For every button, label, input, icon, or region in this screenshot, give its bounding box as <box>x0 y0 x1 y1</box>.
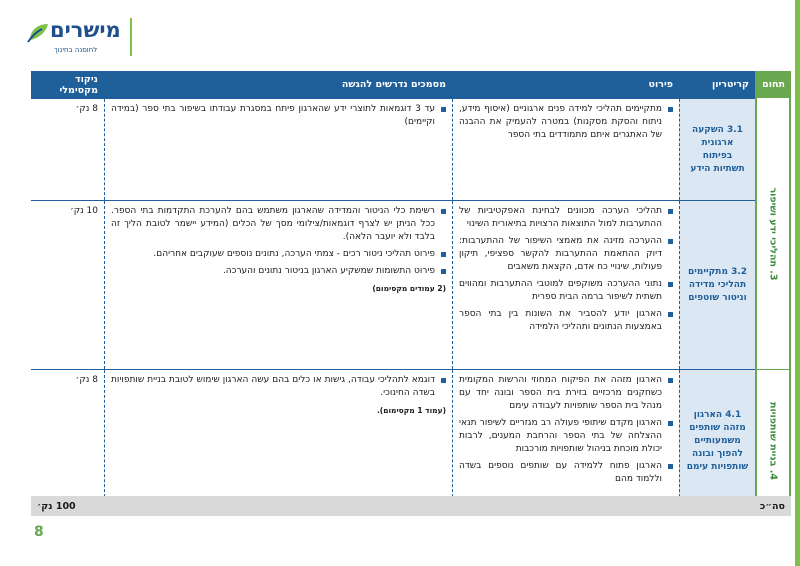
table-header <box>31 71 791 98</box>
header-score: ניקוד מקסימלי <box>59 73 98 96</box>
domain-cell-partnerships <box>755 369 791 512</box>
documents-cell <box>104 99 452 200</box>
details-cell <box>452 201 679 369</box>
header-details: פירוט <box>648 79 673 90</box>
details-item: מתקיימים תהליכי למידה פנים ארגוניים (איסוף מידע, ניתוח והסקת מסקנות) במטרה להעמיק את ההבנה של האתגרים איתם מתמודדים בתי הספר <box>459 103 673 142</box>
details-item: הארגון מזהה את הפיקוח המחוזי והרשות המקומית כשחקנים מרכזיים בזירת בית הספר ובונה יחד עם מנהל בית הספר שותפויות לעבודה עימם <box>459 374 673 413</box>
documents-item: רשימת כלי הניטור והמדידה שהארגון משתמש בהם להערכת התקדמות בתי הספר. ככל הניתן יש לצרף דוגמאות/צילומי מסך של הכלים (המידע יישמר לטובת הליך זה בלבד ולא יועבר הלאה). <box>111 205 446 244</box>
total-score: 100 נק׳ <box>37 500 76 512</box>
details-cell <box>452 99 679 200</box>
page-limit-note: (עמוד 1 מקסימום). <box>376 406 446 415</box>
total-label: סה״כ <box>759 500 785 512</box>
logo-wordmark: מישרים <box>50 18 121 42</box>
criterion-cell: 4.1 הארגון מזהה שותפים משמעותיים להפוך ובונה שותפויות עימם <box>679 370 755 512</box>
criterion-cell: 3.2 מתקיימים תהליכי מדידה וניטור שוטפים <box>679 201 755 369</box>
header-documents: מסמכים נדרשים להגשה <box>341 79 446 90</box>
documents-item: עד 3 דוגמאות לתוצרי ידע שהארגון פיתח במסגרת עבודתו בשיפור בתי ספר (במידה וקיימים) <box>111 103 446 129</box>
details-item: תהליכי הערכה מכוונים לבחינת האפקטיביות של ההתערבות למול התוצאות הרצויות בתיאורית השינוי <box>459 205 673 231</box>
domain-label: 4. בניית שותפויות <box>767 401 779 481</box>
header-criterion: קריטריון <box>711 79 749 90</box>
documents-cell <box>104 370 452 512</box>
domain-cell-knowledge <box>755 98 791 369</box>
page-limit-note: (2 עמודים מקסימום) <box>372 284 446 293</box>
domain-label: 3. תהליכי ידע ושיפור <box>767 186 779 281</box>
details-item: נתוני ההערכה משוקפים למוטבי ההתערבות ומהווים תשתית לשיפור ברמה הבית ספרית <box>459 278 673 304</box>
score-cell: 10 נק׳ <box>69 206 98 216</box>
documents-item: דוגמא לתהליכי עבודה, גישות או כלים בהם עשה הארגון שימוש לטובת בניית שותפויות בשדה החינוכי. <box>111 374 446 400</box>
table-body <box>31 98 791 512</box>
criterion-cell: 3.1 השקעה ארגונית בפיתוח תשתיות הידע <box>679 99 755 200</box>
total-row <box>31 496 791 516</box>
logo-tagline: לחוסנה בחינוך <box>54 46 98 54</box>
documents-item: פירוט תהליכי ניטור רכים - צמתי הערכה, נתונים נוספים שעוקבים אחריהם. <box>111 248 446 261</box>
logo-leaf-icon <box>26 20 50 44</box>
table-row <box>31 98 755 200</box>
table-row <box>31 200 755 369</box>
header-domain: תחום <box>755 71 791 98</box>
details-item: ההערכה מזינה את מאמצי השיפור של ההתערבות: דיוק ההתאמת ההתערבות להקשר ספציפי, תיקון פעולות, שינויי כח אדם, הקצאת משאבים <box>459 235 673 274</box>
documents-item: פירוט התשומות שמשקיע הארגון בניטור נתונים והערכה. <box>111 265 446 278</box>
table-row <box>31 369 755 512</box>
misharim-logo <box>26 14 126 58</box>
details-cell <box>452 370 679 512</box>
criteria-table <box>31 71 791 512</box>
score-cell: 8 נק׳ <box>75 104 98 114</box>
page-number: 8 <box>34 524 44 540</box>
details-item: הארגון יודע להסביר את השונות בין בתי הספר באמצעות הנתונים ותהליכי הלמידה <box>459 308 673 334</box>
score-cell: 8 נק׳ <box>75 375 98 385</box>
details-item: הארגון פתוח ללמידה עם שותפים נוספים בשדה וללמוד מהם <box>459 460 673 486</box>
documents-cell <box>104 201 452 369</box>
logo-divider <box>130 18 132 56</box>
details-item: הארגון מקדם שיתופי פעולה רב מגזריים לשיפור תנאי ההצלחה של בתי הספר והרחבת המענים, לרבות יכולת מוכחת בניהול שותפויות מורכבות <box>459 417 673 456</box>
page-edge-rule <box>795 0 800 566</box>
